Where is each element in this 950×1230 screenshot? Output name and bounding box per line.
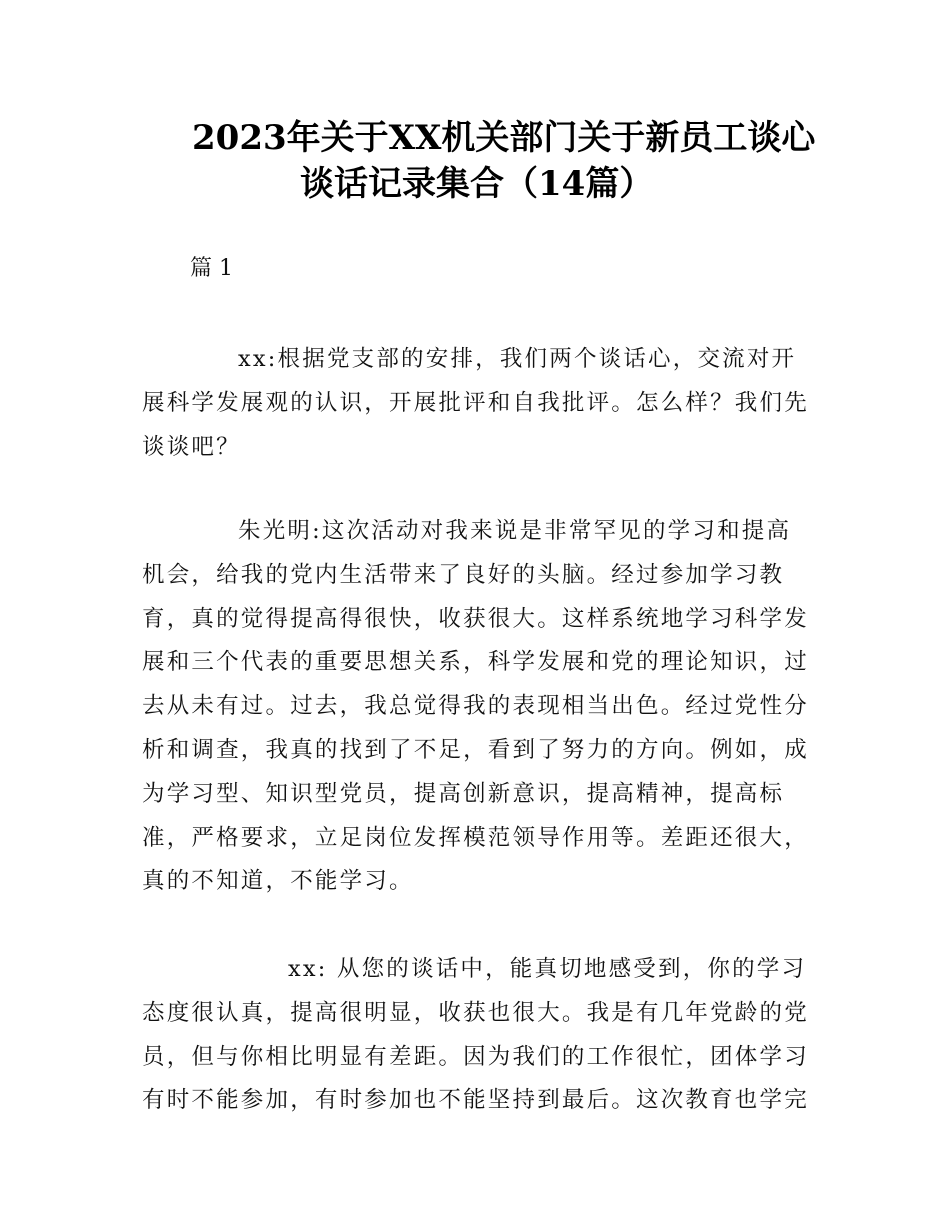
paragraph-line: 员，但与你相比明显有差距。因为我们的工作很忙，团体学习 xyxy=(142,1043,809,1070)
paragraph-line: 准，严格要求，立足岗位发挥模范领导作用等。差距还很大， xyxy=(142,824,809,851)
paragraph-line: 育，真的觉得提高得很快，收获很大。这样系统地学习科学发 xyxy=(142,605,809,632)
paragraph-line: 态度很认真，提高很明显，收获也很大。我是有几年党龄的党 xyxy=(142,999,809,1026)
paragraph-line: 为学习型、知识型党员，提高创新意识，提高精神，提高标 xyxy=(142,780,785,807)
paragraph-line: xx: 从您的谈话中，能真切地感受到，你的学习 xyxy=(288,956,807,982)
section-label: 篇 1 xyxy=(190,256,233,281)
paragraph-line: 谈谈吧？ xyxy=(142,433,241,460)
document-title-line-2: 谈话记录集合（14篇） xyxy=(300,164,654,204)
paragraph-line: 展和三个代表的重要思想关系，科学发展和党的理论知识，过 xyxy=(142,649,809,676)
document-title-line-1: 2023年关于XX机关部门关于新员工谈心 xyxy=(192,118,816,158)
paragraph-line: 朱光明:这次活动对我来说是非常罕见的学习和提高 xyxy=(238,518,792,544)
paragraph-line: 析和调查，我真的找到了不足，看到了努力的方向。例如，成 xyxy=(142,736,809,763)
paragraph-line: 机会，给我的党内生活带来了良好的头脑。经过参加学习教 xyxy=(142,561,785,588)
paragraph-line: 有时不能参加，有时参加也不能坚持到最后。这次教育也学完 xyxy=(142,1087,809,1114)
paragraph-2 xyxy=(142,510,810,904)
paragraph-line: 真的不知道，不能学习。 xyxy=(142,868,414,895)
paragraph-line: 展科学发展观的认识，开展批评和自我批评。怎么样？我们先 xyxy=(142,389,809,416)
paragraph-1 xyxy=(142,338,810,469)
paragraph-line: xx:根据党支部的安排，我们两个谈话心，交流对开 xyxy=(238,346,797,372)
paragraph-line: 去从未有过。过去，我总觉得我的表现相当出色。经过党性分 xyxy=(142,693,809,720)
paragraph-3 xyxy=(142,948,810,1123)
